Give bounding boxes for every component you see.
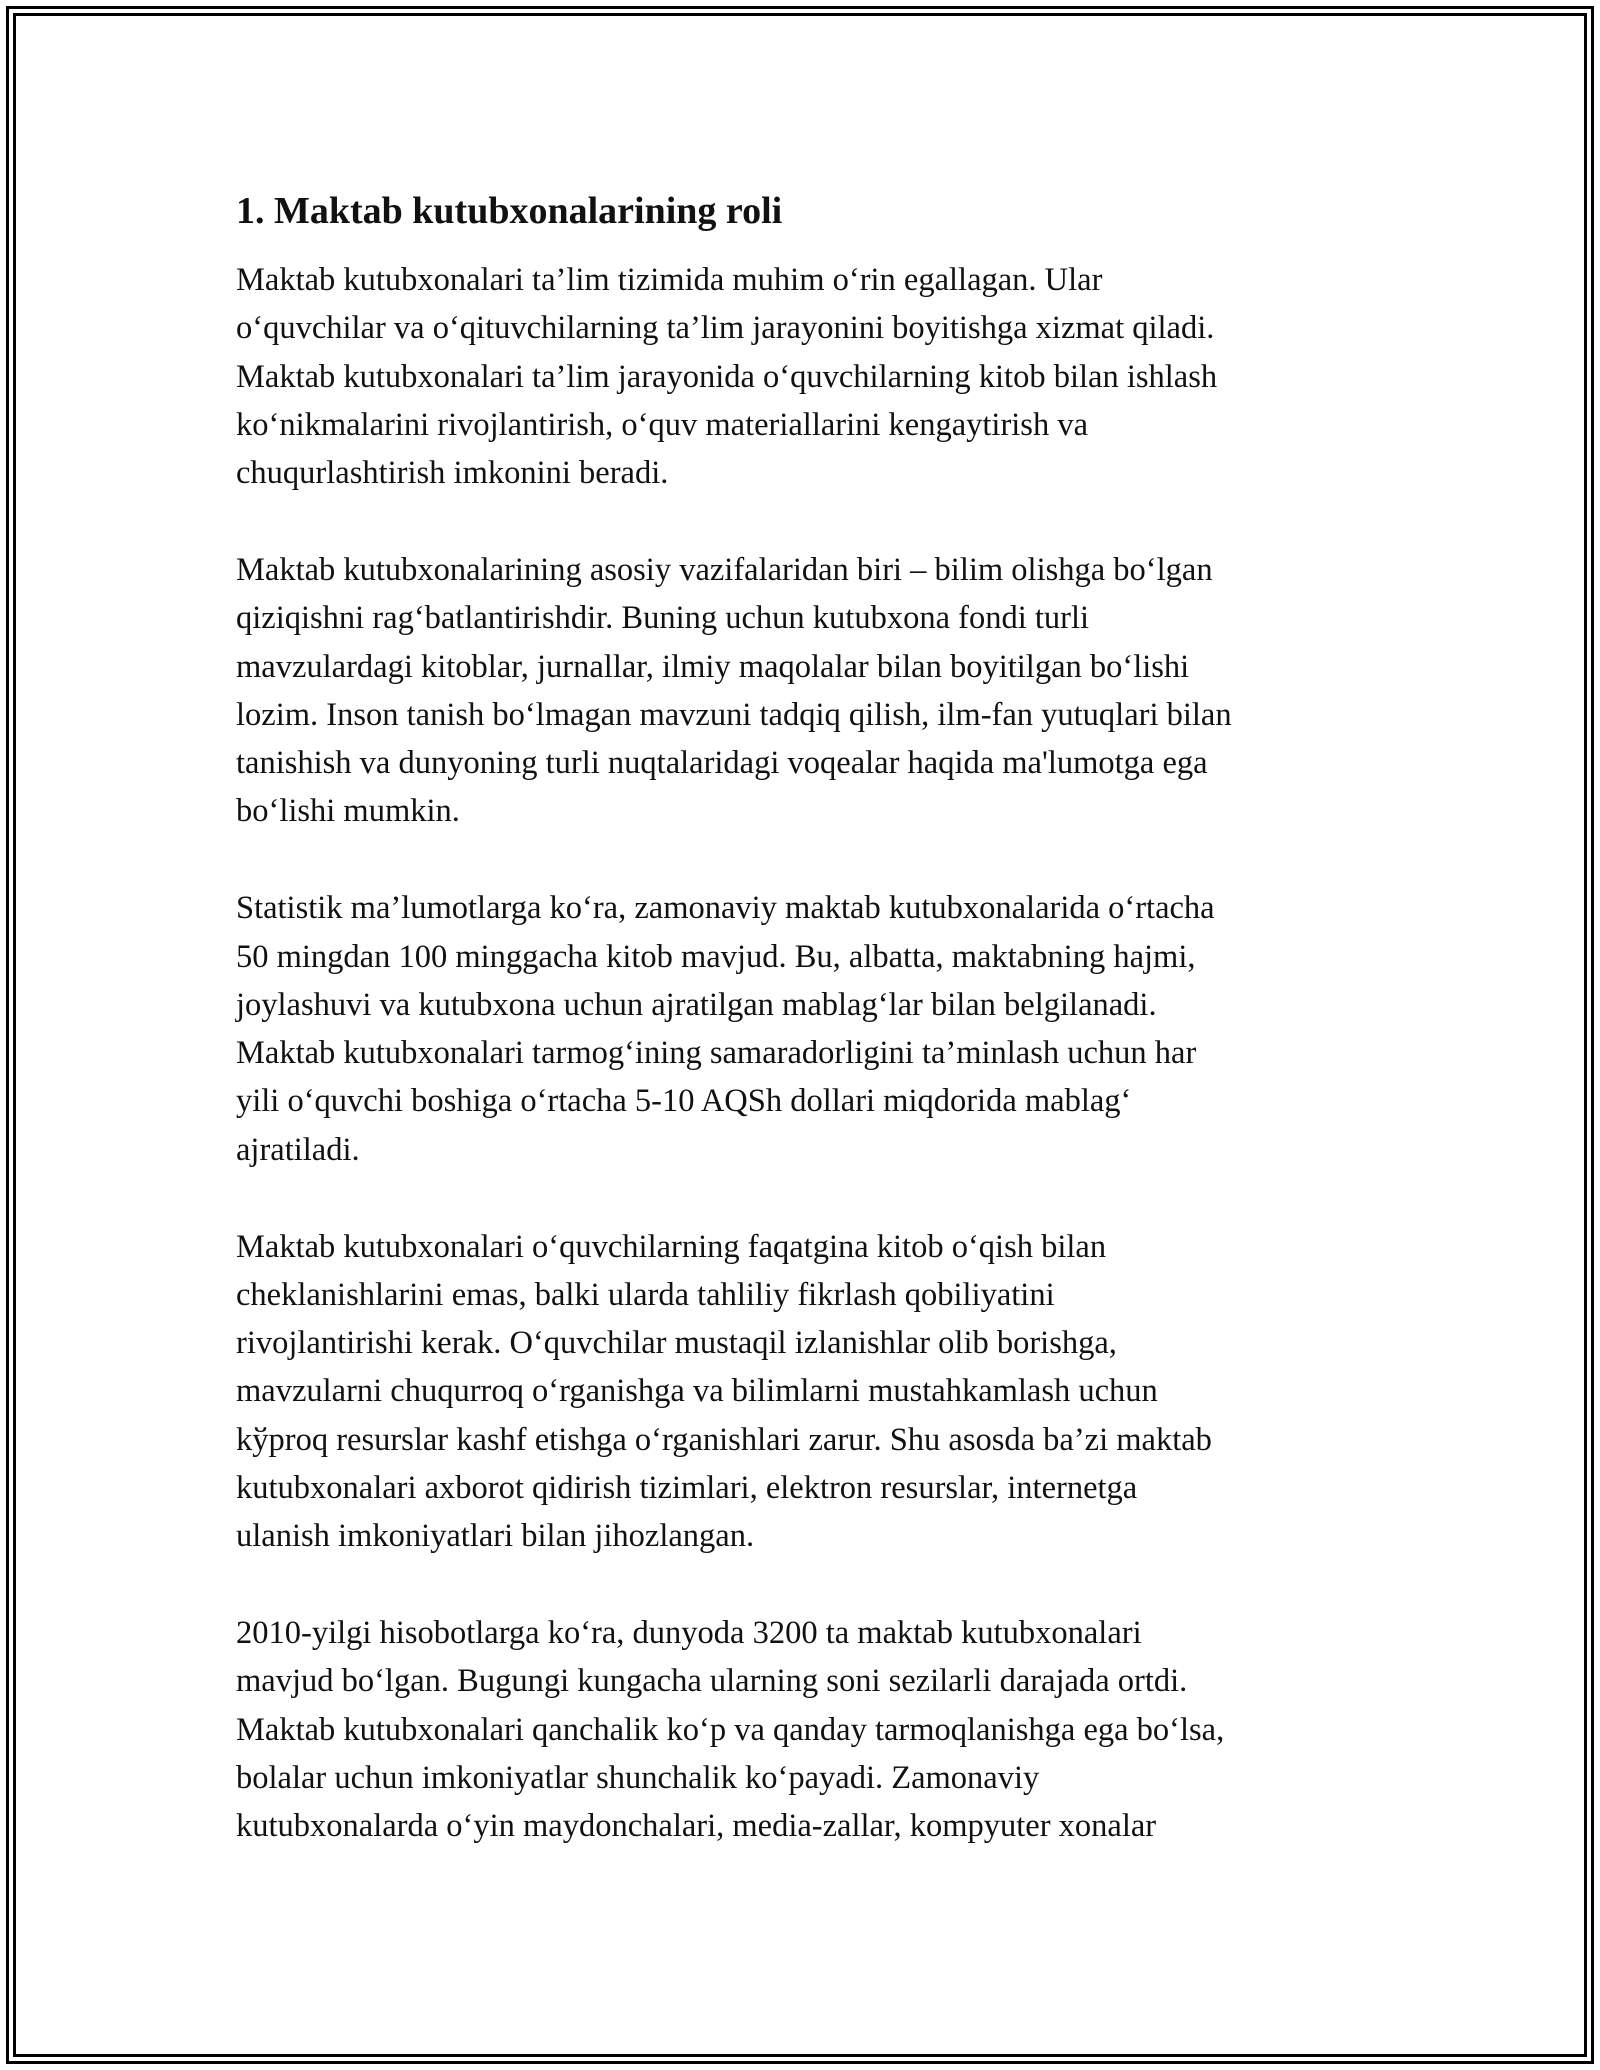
text-line: Maktab kutubxonalari ta’lim tizimida muhim o‘rin egallagan. Ular bbox=[236, 262, 1103, 298]
text-line: ko‘nikmalarini rivojlantirish, o‘quv materiallarini kengaytirish va bbox=[236, 406, 1088, 443]
text-line: Maktab kutubxonalari ta’lim jarayonida o‘quvchilarning kitob bilan ishlash bbox=[236, 358, 1218, 395]
paragraph-3 bbox=[236, 884, 1376, 1174]
text-line: qiziqishni rag‘batlantirishdir. Buning uchun kutubxona fondi turli bbox=[236, 600, 1090, 637]
text-line: mavjud bo‘lgan. Bugungi kungacha ularning soni sezilarli darajada ortdi. bbox=[236, 1663, 1188, 1700]
text-line: cheklanishlarini emas, balki ularda tahliliy fikrlash qobiliyatini bbox=[236, 1276, 1055, 1313]
text-line: Maktab kutubxonalari o‘quvchilarning faqatgina kitob o‘qish bilan bbox=[236, 1228, 1107, 1265]
text-line: ulanish imkoniyatlari bilan jihozlangan. bbox=[236, 1518, 755, 1555]
text-line: bolalar uchun imkoniyatlar shunchalik ko‘payadi. Zamonaviy bbox=[236, 1760, 1040, 1797]
text-line: 50 mingdan 100 minggacha kitob mavjud. Bu, albatta, maktabning hajmi, bbox=[236, 938, 1196, 975]
paragraph-2 bbox=[236, 546, 1376, 836]
paragraph-4 bbox=[236, 1223, 1376, 1561]
text-line: bo‘lishi mumkin. bbox=[236, 793, 460, 830]
text-line: Statistik ma’lumotlarga ko‘ra, zamonaviy maktab kutubxonalarida o‘rtacha bbox=[236, 890, 1215, 927]
text-line: rivojlantirishi kerak. O‘quvchilar mustaqil izlanishlar olib borishga, bbox=[236, 1325, 1117, 1362]
section-heading: 1. Maktab kutubxonalarining roli bbox=[236, 190, 783, 232]
text-line: 2010-yilgi hisobotlarga ko‘ra, dunyoda 3200 ta maktab kutubxonalari bbox=[236, 1615, 1142, 1652]
text-line: kutubxonalarda o‘yin maydonchalari, media-zallar, kompyuter xonalar bbox=[236, 1808, 1157, 1845]
text-line: chuqurlashtirish imkonini beradi. bbox=[236, 455, 669, 492]
document-body bbox=[236, 186, 1376, 1899]
text-line: ajratiladi. bbox=[236, 1131, 360, 1168]
text-line: Maktab kutubxonalari tarmog‘ining samaradorligini ta’minlash uchun har bbox=[236, 1035, 1197, 1072]
text-line: lozim. Inson tanish bo‘lmagan mavzuni tadqiq qilish, ilm-fan yutuqlari bilan bbox=[236, 696, 1232, 733]
text-line: mavzulardagi kitoblar, jurnallar, ilmiy maqolalar bilan boyitilgan bo‘lishi bbox=[236, 648, 1190, 685]
text-line: kўproq resurslar kashf etishga o‘rganishlari zarur. Shu asosda ba’zi maktab bbox=[236, 1421, 1212, 1458]
text-line: Maktab kutubxonalari qanchalik ko‘p va qanday tarmoqlanishga ega bo‘lsa, bbox=[236, 1711, 1225, 1748]
text-line: o‘quvchilar va o‘qituvchilarning ta’lim jarayonini boyitishga xizmat qiladi. bbox=[236, 310, 1215, 347]
text-line: yili o‘quvchi boshiga o‘rtacha 5-10 AQSh dollari miqdorida mablag‘ bbox=[236, 1083, 1132, 1120]
text-line: mavzularni chuqurroq o‘rganishga va bilimlarni mustahkamlash uchun bbox=[236, 1373, 1158, 1410]
text-line: joylashuvi va kutubxona uchun ajratilgan mablag‘lar bilan belgilanadi. bbox=[236, 986, 1157, 1023]
text-line: kutubxonalari axborot qidirish tizimlari, elektron resurslar, internetga bbox=[236, 1470, 1138, 1507]
text-line: Maktab kutubxonalarining asosiy vazifalaridan biri – bilim olishga bo‘lgan bbox=[236, 551, 1213, 588]
paragraph-5 bbox=[236, 1609, 1376, 1850]
paragraph-1 bbox=[236, 256, 1376, 497]
text-line: tanishish va dunyoning turli nuqtalaridagi voqealar haqida ma'lumotga ega bbox=[236, 745, 1208, 782]
